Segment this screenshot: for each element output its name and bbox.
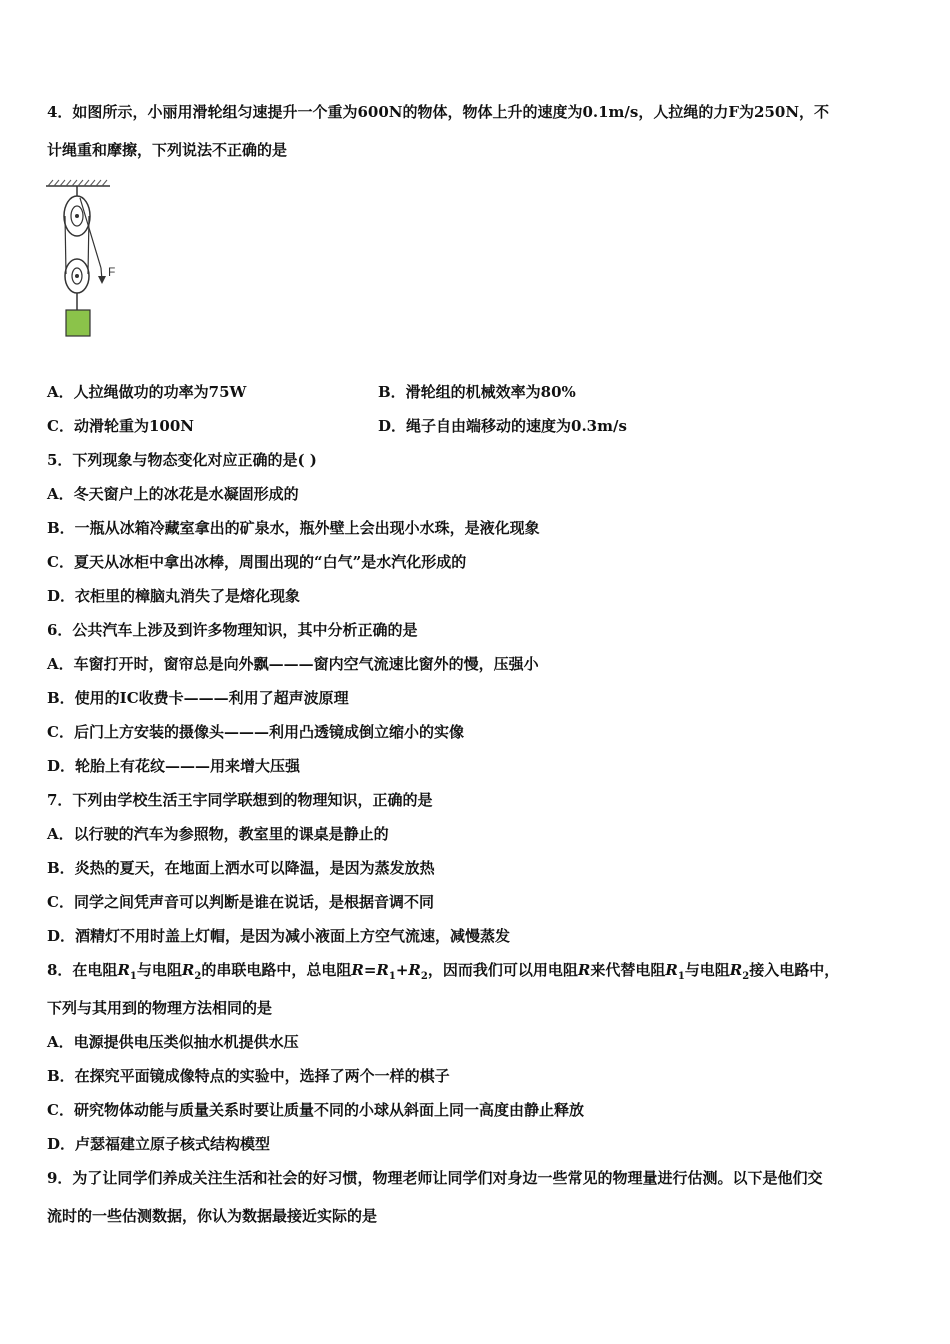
q6-option-a: A．车窗打开时，窗帘总是向外飘———窗内空气流速比窗外的慢，压强小 — [47, 655, 539, 673]
q8-option-b: B．在探究平面镜成像特点的实验中，选择了两个一样的棋子 — [47, 1067, 450, 1085]
q4-stem-line1: 4．如图所示，小丽用滑轮组匀速提升一个重为600N的物体，物体上升的速度为0.1m/s，人拉绳的力F为250N，不 — [47, 103, 830, 121]
q8-option-c: C．研究物体动能与质量关系时要让质量不同的小球从斜面上同一高度由静止释放 — [47, 1101, 584, 1119]
q9-stem-line2: 流时的一些估测数据，你认为数据最接近实际的是 — [47, 1207, 378, 1225]
q5-option-c: C．夏天从冰柜中拿出冰棒，周围出现的“白气”是水汽化形成的 — [47, 553, 467, 571]
q4-stem-line2: 计绳重和摩擦，下列说法不正确的是 — [47, 141, 288, 159]
q4-option-c: C．动滑轮重为100N — [47, 417, 194, 435]
q7-option-d: D．酒精灯不用时盖上灯帽，是因为减小液面上方空气流速，减慢蒸发 — [47, 927, 511, 945]
q6-option-c: C．后门上方安装的摄像头———利用凸透镜成倒立缩小的实像 — [47, 723, 464, 741]
q6-option-b: B．使用的IC收费卡———利用了超声波原理 — [47, 689, 349, 707]
q8-stem-line1: 8．在电阻$R_1$与电阻$R_2$的串联电路中，总电阻$R=R_1+R_2$，因而我们可以用电阻R来代替电阻$R_1$与电阻$R_2$接入电路中， — [47, 961, 840, 982]
q4-option-b: B．滑轮组的机械效率为80% — [378, 383, 576, 401]
q5-option-b: B．一瓶从冰箱冷藏室拿出的矿泉水，瓶外壁上会出现小水珠，是液化现象 — [47, 519, 540, 537]
q4-option-d: D．绳子自由端移动的速度为0.3m/s — [378, 417, 627, 435]
q5-option-a: A．冬天窗户上的冰花是水凝固形成的 — [47, 485, 299, 503]
q7-option-b: B．炎热的夏天，在地面上洒水可以降温，是因为蒸发放热 — [47, 859, 435, 877]
ceiling-hatch — [48, 180, 107, 186]
pulley-diagram — [44, 176, 134, 342]
force-arrow — [98, 276, 106, 284]
q9-stem-line1: 9．为了让同学们养成关注生活和社会的好习惯，物理老师让同学们对身边一些常见的物理量进行估测。以下是他们交 — [47, 1169, 823, 1187]
force-label: F — [108, 265, 116, 279]
pulley-diagram-svg — [44, 176, 134, 342]
q4-option-a: A．人拉绳做功的功率为75W — [47, 383, 247, 401]
q7-option-a: A．以行驶的汽车为参照物，教室里的课桌是静止的 — [47, 825, 389, 843]
q7-option-c: C．同学之间凭声音可以判断是谁在说话，是根据音调不同 — [47, 893, 434, 911]
weight-block — [66, 310, 90, 336]
q8-option-d: D．卢瑟福建立原子核式结构模型 — [47, 1135, 271, 1153]
q8-stem-line2: 下列与其用到的物理方法相同的是 — [47, 999, 273, 1017]
q6-stem: 6．公共汽车上涉及到许多物理知识，其中分析正确的是 — [47, 621, 418, 639]
q6-option-d: D．轮胎上有花纹———用来增大压强 — [47, 757, 301, 775]
q5-stem: 5．下列现象与物态变化对应正确的是( ) — [47, 451, 317, 469]
q7-stem: 7．下列由学校生活王宇同学联想到的物理知识，正确的是 — [47, 791, 433, 809]
q5-option-d: D．衣柜里的樟脑丸消失了是熔化现象 — [47, 587, 301, 605]
q8-option-a: A．电源提供电压类似抽水机提供水压 — [47, 1033, 299, 1051]
